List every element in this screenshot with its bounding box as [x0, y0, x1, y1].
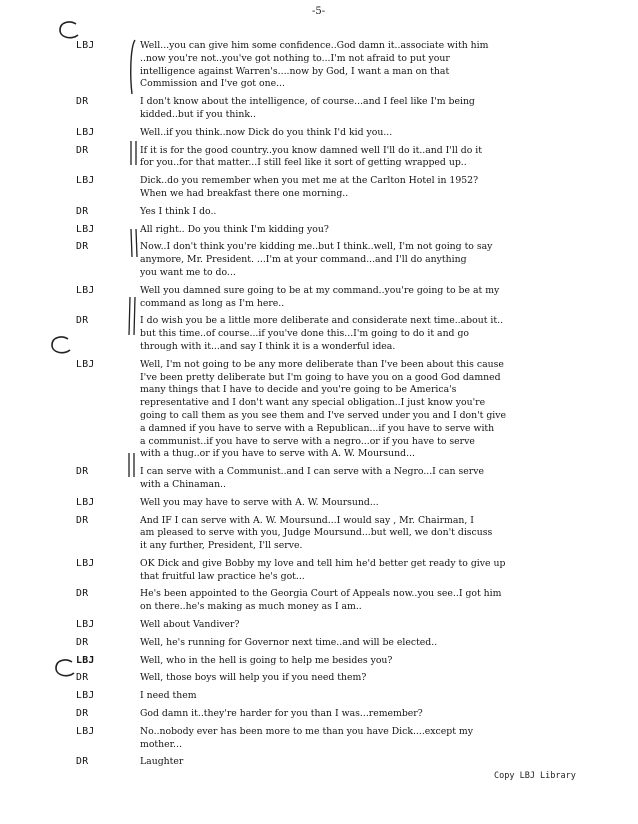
transcript-entry: [0, 466, 638, 492]
transcript-entry: [0, 726, 638, 752]
speech-line: He's been appointed to the Georgia Court of Appeals now..you see..I got him: [140, 588, 502, 600]
speech-text: [140, 285, 608, 311]
page-number: -5-: [312, 6, 326, 17]
speech-text: [140, 619, 608, 632]
transcript-entry: [0, 315, 638, 353]
speech-line: through with it...and say I think it is a wonderful idea.: [140, 340, 396, 352]
transcript-entry: [0, 359, 638, 461]
speech-line: Commission and I've got one...: [140, 78, 285, 90]
speech-line: anymore, Mr. President. ...I'm at your command...and I'll do anything: [140, 254, 467, 266]
speech-line: kidded..but if you think..: [140, 108, 256, 120]
transcript-entry: [0, 637, 638, 650]
speaker-label: DR: [76, 466, 89, 478]
speech-text: [140, 690, 608, 703]
speech-line: Well, I'm not going to be any more deliberate than I've been about this cause: [140, 358, 504, 370]
speaker-label: DR: [76, 315, 89, 327]
transcript-entry: [0, 224, 638, 237]
transcript-entry: [0, 96, 638, 122]
speech-line: on there..he's making as much money as I am..: [140, 601, 362, 613]
speech-line: Well, who in the hell is going to help me besides you?: [140, 654, 393, 666]
speaker-label: LBJ: [76, 358, 95, 370]
speech-line: for you..for that matter...I still feel like it sort of getting wrapped up..: [140, 157, 467, 169]
speaker-label: LBJ: [76, 496, 95, 508]
library-footer: Copy LBJ Library: [494, 771, 576, 781]
speaker-label: DR: [76, 144, 89, 156]
speech-line: Well about Vandiver?: [140, 619, 240, 631]
speech-line: a communist..if you have to serve with a negro...or if you have to serve: [140, 435, 475, 447]
speech-line: I've been pretty deliberate but I'm going to have you on a good God damned: [140, 371, 501, 383]
speech-text: [140, 359, 608, 461]
speaker-label: LBJ: [76, 619, 95, 631]
speech-text: [140, 655, 608, 668]
transcript-entry: [0, 655, 638, 668]
speech-line: with a Chinaman..: [140, 478, 226, 490]
speech-text: [140, 96, 608, 122]
speech-text: [140, 127, 608, 140]
speech-line: with a thug..or if you have to serve with A. W. Moursund...: [140, 448, 415, 460]
speech-line: OK Dick and give Bobby my love and tell him he'd better get ready to give up: [140, 557, 506, 569]
speaker-label: LBJ: [76, 557, 95, 569]
speaker-label: LBJ: [76, 690, 95, 702]
speech-line: If it is for the good country..you know damned well I'll do it..and I'll do it: [140, 144, 483, 156]
speech-text: [140, 241, 608, 279]
speech-line: All right.. Do you think I'm kidding you?: [140, 223, 329, 235]
speech-line: going to call them as you see them and I've served under you and I don't give: [140, 409, 507, 421]
speech-line: that fruitful law practice he's got...: [140, 570, 305, 582]
speaker-label: LBJ: [76, 725, 95, 737]
transcript-entry: [0, 241, 638, 279]
speech-text: [140, 466, 608, 492]
speech-line: Well, those boys will help you if you need them?: [140, 672, 367, 684]
speech-text: [140, 145, 608, 171]
speech-line: God damn it..they're harder for you than I was...remember?: [140, 708, 423, 720]
speech-line: many things that I have to decide and you're going to be America's: [140, 384, 457, 396]
speech-line: Dick..do you remember when you met me at the Carlton Hotel in 1952?: [140, 175, 479, 187]
transcript-entry: [0, 708, 638, 721]
speech-text: [140, 637, 608, 650]
speech-text: [140, 175, 608, 201]
speech-line: I can serve with a Communist..and I can serve with a Negro...I can serve: [140, 466, 484, 478]
speech-line: When we had breakfast there one morning..: [140, 187, 349, 199]
speech-line: Well, he's running for Governor next time..and will be elected..: [140, 636, 438, 648]
speech-line: command as long as I'm here..: [140, 297, 285, 309]
circle-mark: [56, 20, 82, 42]
transcript-entry: [0, 145, 638, 171]
transcript-entry: [0, 558, 638, 584]
speech-line: Laughter: [140, 756, 184, 768]
transcript-entry: [0, 206, 638, 219]
speaker-label: DR: [76, 708, 89, 720]
speech-text: [140, 726, 608, 752]
speech-line: Well..if you think..now Dick do you think I'd kid you...: [140, 126, 393, 138]
speaker-label: DR: [76, 672, 89, 684]
speaker-label: LBJ: [76, 654, 95, 666]
transcript: [0, 40, 638, 774]
speech-line: And IF I can serve with A. W. Moursund...I would say , Mr. Chairman, I: [140, 514, 474, 526]
speaker-label: DR: [76, 241, 89, 253]
speech-line: it any further, President, I'll serve.: [140, 540, 303, 552]
transcript-entry: [0, 127, 638, 140]
speech-line: Well you damned sure going to be at my command..you're going to be at my: [140, 284, 500, 296]
transcript-entry: [0, 756, 638, 769]
transcript-entry: [0, 690, 638, 703]
speaker-label: LBJ: [76, 175, 95, 187]
speech-line: intelligence against Warren's....now by God, I want a man on that: [140, 65, 450, 77]
speech-text: [140, 588, 608, 614]
transcript-entry: [0, 588, 638, 614]
speaker-label: DR: [76, 636, 89, 648]
transcript-entry: [0, 672, 638, 685]
transcript-entry: [0, 515, 638, 553]
speech-line: Well you may have to serve with A. W. Moursund...: [140, 496, 379, 508]
speech-text: [140, 708, 608, 721]
speaker-label: DR: [76, 588, 89, 600]
speech-line: No..nobody ever has been more to me than you have Dick....except my: [140, 725, 473, 737]
speaker-label: LBJ: [76, 223, 95, 235]
speech-text: [140, 756, 608, 769]
speech-line: but this time..of course...if you've done this...I'm going to do it and go: [140, 328, 470, 340]
transcript-entry: [0, 175, 638, 201]
speech-line: you want me to do...: [140, 266, 236, 278]
speaker-label: DR: [76, 96, 89, 108]
speech-line: I don't know about the intelligence, of course...and I feel like I'm being: [140, 96, 475, 108]
transcript-entry: [0, 285, 638, 311]
transcript-entry: [0, 40, 638, 91]
speech-line: a damned if you have to serve with a Republican...if you have to serve with: [140, 422, 495, 434]
speech-line: I do wish you be a little more deliberate and considerate next time..about it..: [140, 315, 504, 327]
speaker-label: DR: [76, 205, 89, 217]
speech-line: ..now you're not..you've got nothing to...I'm not afraid to put your: [140, 52, 450, 64]
speech-text: [140, 40, 608, 91]
speech-line: am pleased to serve with you, Judge Moursund...but well, we don't discuss: [140, 527, 493, 539]
speech-line: Yes I think I do..: [140, 205, 217, 217]
speech-line: Now..I don't think you're kidding me..but I think..well, I'm not going to say: [140, 241, 493, 253]
speech-text: [140, 515, 608, 553]
speech-text: [140, 224, 608, 237]
speech-line: mother...: [140, 738, 182, 750]
speech-text: [140, 315, 608, 353]
speaker-label: DR: [76, 756, 89, 768]
speaker-label: LBJ: [76, 40, 95, 51]
speech-line: Well...you can give him some confidence..God damn it..associate with him: [140, 40, 489, 51]
speech-text: [140, 672, 608, 685]
speech-text: [140, 558, 608, 584]
speech-line: I need them: [140, 690, 197, 702]
speech-text: [140, 206, 608, 219]
transcript-entry: [0, 497, 638, 510]
transcript-entry: [0, 619, 638, 632]
speech-line: representative and I don't want any special obligation..I just know you're: [140, 397, 486, 409]
speech-text: [140, 497, 608, 510]
speaker-label: LBJ: [76, 284, 95, 296]
speaker-label: LBJ: [76, 126, 95, 138]
speaker-label: DR: [76, 514, 89, 526]
